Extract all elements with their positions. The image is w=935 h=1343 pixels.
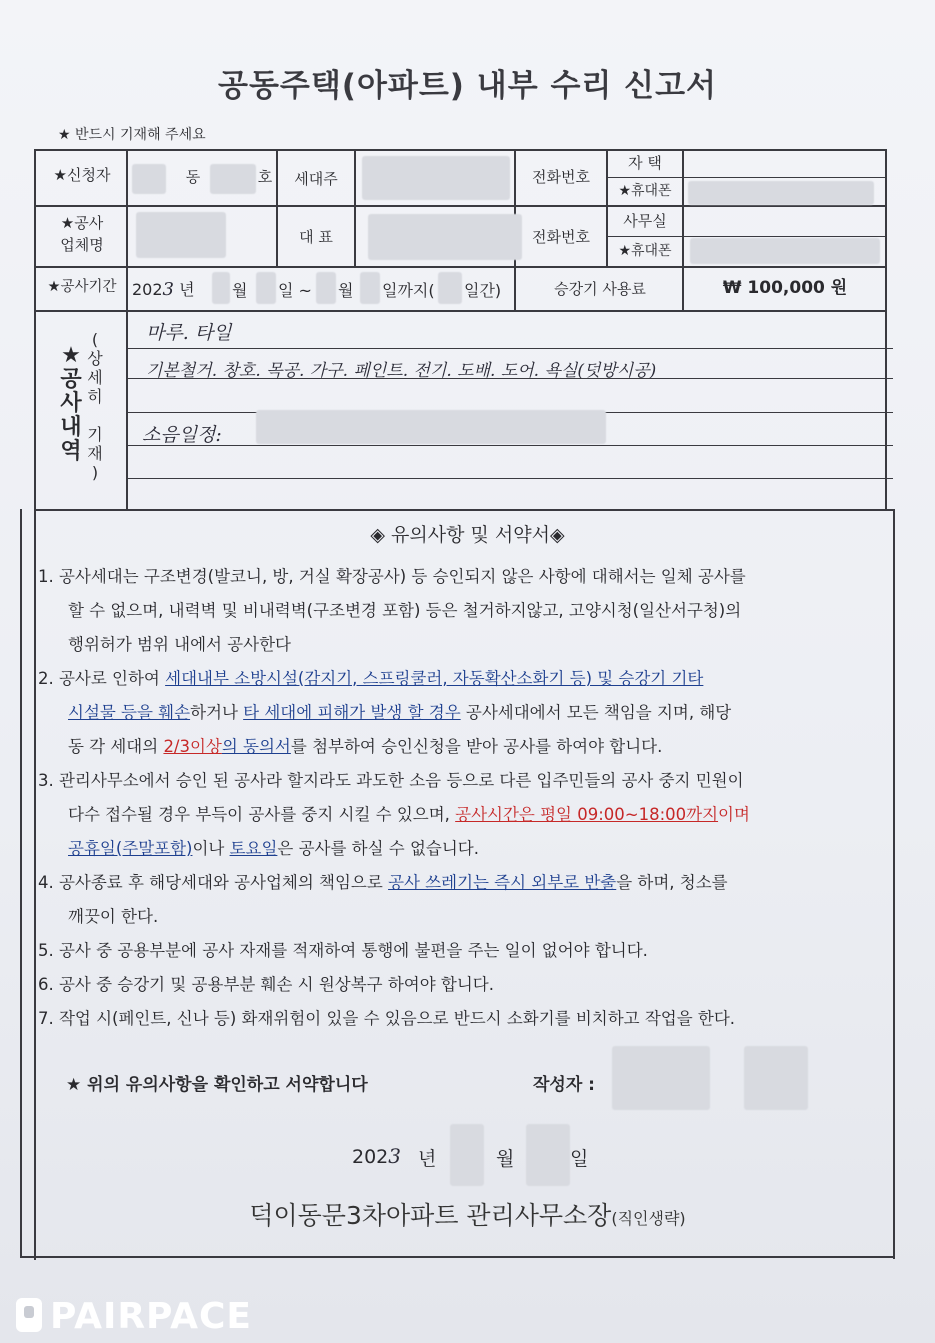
period-month-a: 월 xyxy=(232,281,248,300)
rule-4b: 깨끗이 한다. xyxy=(68,907,159,926)
rule-1c: 행위허가 범위 내에서 공사한다 xyxy=(68,635,291,654)
date-month: 월 xyxy=(496,1148,515,1170)
redacted-day-a xyxy=(256,272,276,304)
rule-2b: 시설물 등을 훼손하거나 타 세대에 피해가 발생 할 경우 공사세대에서 모든 책임을 지며, 해당 xyxy=(68,703,732,722)
redacted-ho xyxy=(210,164,256,194)
date-year: 년 xyxy=(418,1148,437,1170)
author-label: 작성자 : xyxy=(533,1075,595,1095)
redacted-author-name xyxy=(612,1046,710,1110)
rule-4a: 4. 공사종료 후 해당세대와 공사업체의 책임으로 공사 쓰레기는 즉시 외부로 반출을 하며, 청소를 xyxy=(38,873,728,892)
redacted-author-sign xyxy=(744,1046,808,1110)
dong-label: 동 xyxy=(185,168,201,186)
required-note: ★ 반드시 기재해 주세요 xyxy=(58,127,206,143)
period-label: ★공사기간 xyxy=(47,279,117,295)
elevator-fee-label: 승강기 사용료 xyxy=(554,280,646,298)
rule-5: 5. 공사 중 공용부분에 공사 자재를 적재하여 통행에 불편을 주는 일이 없어야 합니다. xyxy=(38,941,648,960)
household-head-label: 세대주 xyxy=(294,170,338,188)
confirm-statement: ★ 위의 유의사항을 확인하고 서약합니다 xyxy=(66,1075,368,1095)
applicant-label: ★신청자 xyxy=(53,166,111,184)
home-label: 자 택 xyxy=(628,154,662,172)
redacted-company xyxy=(136,212,226,258)
notice-title: ◈ 유의사항 및 서약서◈ xyxy=(370,524,565,546)
office-label: 사무실 xyxy=(623,212,667,230)
redacted-mobile-1 xyxy=(688,181,874,205)
handwritten-work-line-3: 소음일정: xyxy=(142,424,222,446)
elevator-fee-value: ₩ 100,000 원 xyxy=(722,278,848,298)
rule-2c: 동 각 세대의 2/3이상의 동의서를 첨부하여 승인신청을 받아 공사를 하여야 합니다. xyxy=(68,737,663,756)
work-label: ★ 공 사 내 역 xyxy=(60,343,82,464)
representative-label: 대 표 xyxy=(299,228,333,246)
phone-label-2: 전화번호 xyxy=(532,228,590,246)
redacted-representative xyxy=(368,214,522,260)
redacted-day-b xyxy=(360,272,380,304)
rule-6: 6. 공사 중 승강기 및 공용부분 훼손 시 원상복구 하여야 합니다. xyxy=(38,975,494,994)
rule-7: 7. 작업 시(페인트, 신나 등) 화재위험이 있을 수 있음으로 반드시 소화기를 비치하고 작업을 한다. xyxy=(38,1009,736,1028)
redacted-household-head xyxy=(362,156,510,200)
page-title: 공동주택(아파트) 내부 수리 신고서 xyxy=(218,68,717,104)
redacted-days xyxy=(438,272,462,304)
redacted-month-a xyxy=(212,272,230,304)
rule-3b: 다수 접수될 경우 부득이 공사를 중지 시킬 수 있으며, 공사시간은 평일 09:00~18:00까지이며 xyxy=(68,805,750,824)
date-day: 일 xyxy=(570,1148,589,1170)
rule-1a: 1. 공사세대는 구조변경(발코니, 방, 거실 확장공사) 등 승인되지 않은 사항에 대해서는 일체 공사를 xyxy=(38,567,746,586)
handwritten-work-line-1: 마루. 타일 xyxy=(146,322,232,344)
rule-2a: 2. 공사로 인하여 세대내부 소방시설(감지기, 스프링쿨러, 자동확산소화기 등) 및 승강기 기타 xyxy=(38,669,704,688)
pairpace-logo-icon xyxy=(16,1298,42,1332)
detail-note: ( 상 세 히 기 재 ) xyxy=(87,330,103,482)
ho-label: 호 xyxy=(257,168,273,186)
phone-label-1: 전화번호 xyxy=(532,168,590,186)
date-prefix: 2023 xyxy=(352,1144,401,1168)
rule-3c: 공휴일(주말포함)이나 토요일은 공사를 하실 수 없습니다. xyxy=(68,839,479,858)
redacted-dong xyxy=(132,164,166,194)
redacted-month-b xyxy=(316,272,336,304)
redacted-date-day xyxy=(526,1124,570,1186)
rule-1b: 할 수 없으며, 내력벽 및 비내력벽(구조변경 포함) 등은 철거하지않고, 고양시청(일산서구청)의 xyxy=(68,601,742,620)
handwritten-work-line-2: 기본철거. 창호. 목공. 가구. 페인트. 전기. 도배. 도어. 욕실(덧방시공) xyxy=(146,361,657,381)
period-until: 일까지( xyxy=(382,281,435,300)
rules-list xyxy=(38,560,888,1036)
redacted-noise-schedule xyxy=(256,410,606,444)
mobile-label-2: ★휴대폰 xyxy=(618,243,672,259)
redacted-mobile-2 xyxy=(690,238,880,264)
rule-3a: 3. 관리사무소에서 승인 된 공사라 할지라도 과도한 소음 등으로 다른 입주민들의 공사 중지 민원이 xyxy=(38,771,744,790)
period-day-tilde: 일 ~ xyxy=(278,281,312,300)
company-label-1: ★공사 xyxy=(60,214,104,232)
company-label-2: 업체명 xyxy=(60,236,104,254)
redacted-date-month xyxy=(450,1124,484,1186)
period-month-b: 월 xyxy=(338,281,354,300)
period-days: 일간) xyxy=(464,281,502,300)
office-name: 덕이동문3차아파트 관리사무소장(직인생략) xyxy=(249,1201,686,1230)
watermark: PAIRPACE xyxy=(16,1296,252,1337)
period-year: 2023 년 xyxy=(132,279,195,300)
mobile-label-1: ★휴대폰 xyxy=(618,183,672,199)
